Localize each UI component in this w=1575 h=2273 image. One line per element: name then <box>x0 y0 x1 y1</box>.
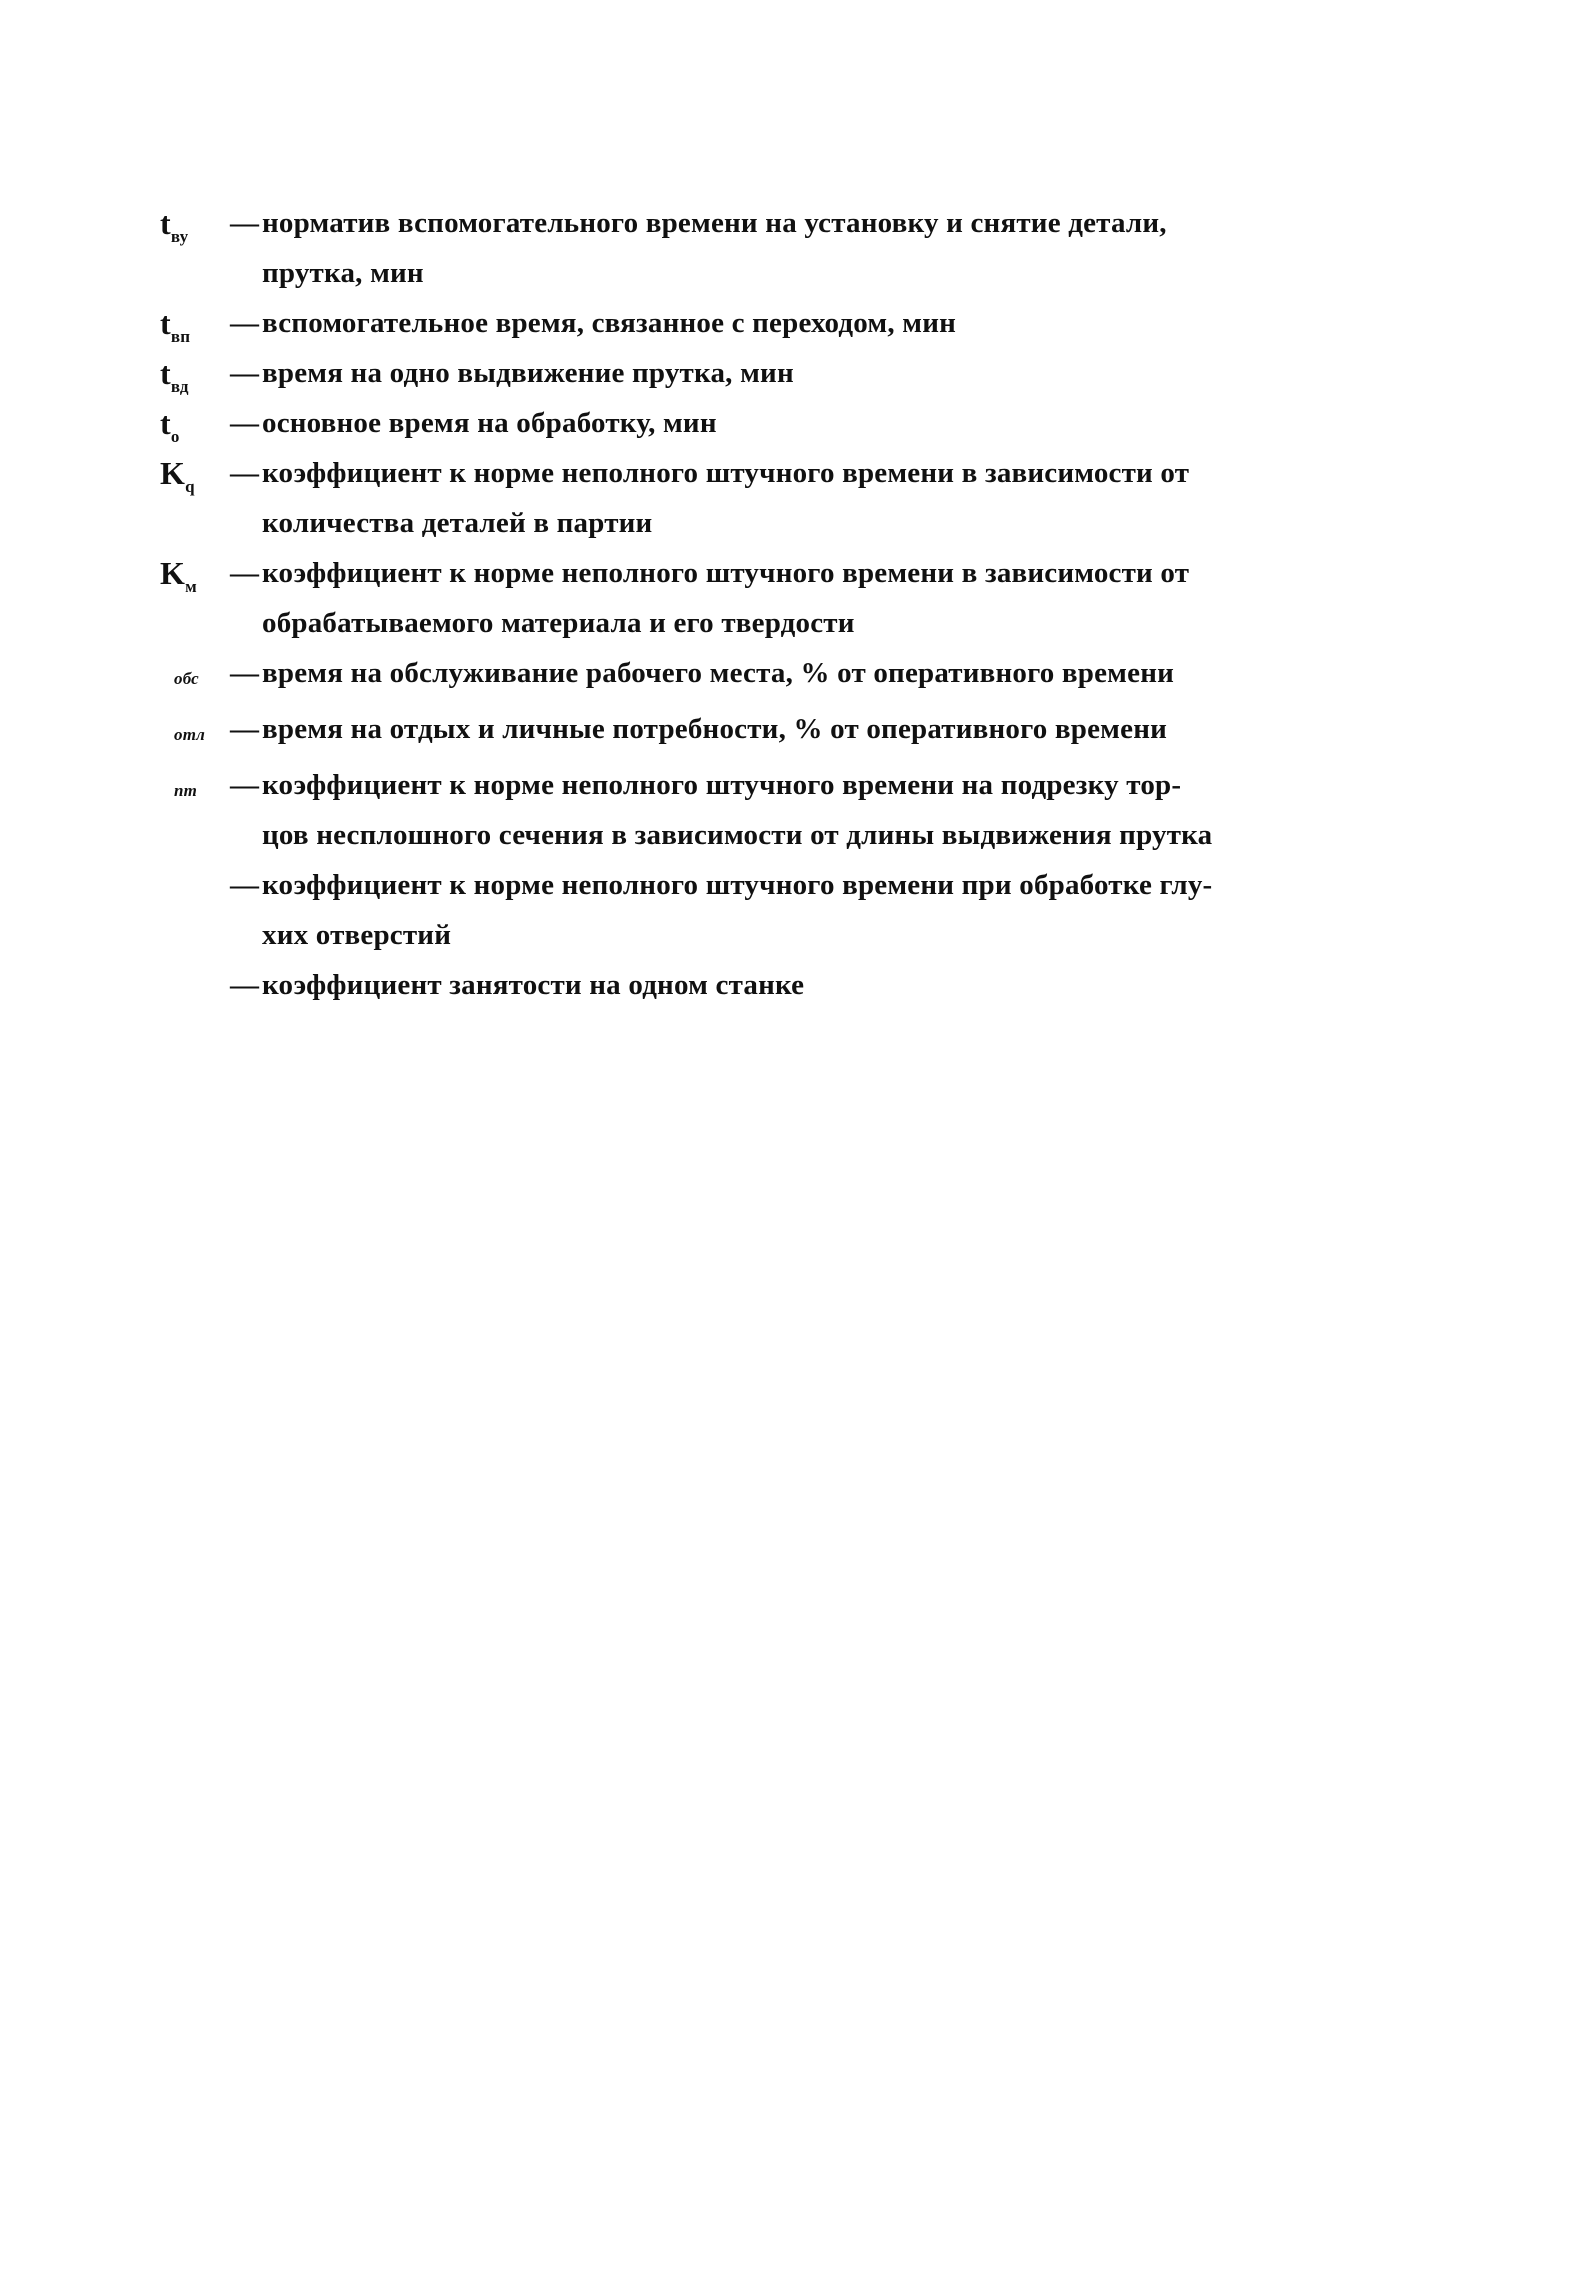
legend-symbol: обс <box>174 669 199 688</box>
legend-dash: — <box>230 557 260 589</box>
legend-description <box>262 704 1390 754</box>
legend-dash: — <box>230 969 260 1001</box>
legend-description-line: обрабатываемого материала и его твердости <box>262 607 855 639</box>
legend-dash: — <box>230 713 260 745</box>
legend-description-line: прутка, мин <box>262 257 424 289</box>
legend-symbol: $t_{вд}$ <box>160 355 189 396</box>
legend-dash: — <box>230 357 260 389</box>
legend-symbol: $t_{вп}$ <box>160 305 191 346</box>
legend-description <box>262 398 1390 448</box>
legend-description <box>262 198 1390 298</box>
legend-entry <box>160 298 1390 348</box>
legend-dash: — <box>230 869 260 901</box>
legend-entry <box>160 398 1390 448</box>
legend-symbol: $K_q$ <box>160 455 195 496</box>
symbol-legend <box>160 198 1390 1010</box>
legend-description-line: коэффициент к норме неполного штучного времени при обработке глу- <box>262 869 1213 901</box>
legend-entry <box>160 704 1390 760</box>
legend-entry <box>160 860 1390 960</box>
legend-description-line: время на обслуживание рабочего места, % от оперативного времени <box>262 657 1175 689</box>
legend-description-line: время на отдых и личные потребности, % от оперативного времени <box>262 713 1168 745</box>
legend-description <box>262 448 1390 548</box>
legend-dash: — <box>230 207 260 239</box>
legend-symbol <box>160 860 230 866</box>
legend-description-line: время на одно выдвижение прутка, мин <box>262 357 794 389</box>
legend-description-line: норматив вспомогательного времени на установку и снятие детали, <box>262 207 1167 239</box>
legend-entry <box>160 760 1390 860</box>
legend-description-line: цов несплошного сечения в зависимости от длины выдвижения прутка <box>262 819 1213 851</box>
legend-symbol: $t_о$ <box>160 405 180 446</box>
legend-entry <box>160 648 1390 704</box>
legend-entry <box>160 960 1390 1010</box>
legend-symbol: отл <box>174 725 206 744</box>
legend-description-line: коэффициент к норме неполного штучного времени на подрезку тор- <box>262 769 1182 801</box>
legend-description <box>262 648 1390 698</box>
legend-entry <box>160 198 1390 298</box>
legend-description <box>262 760 1390 860</box>
legend-description-line: коэффициент занятости на одном станке <box>262 969 805 1001</box>
legend-description <box>262 548 1390 648</box>
legend-symbol: $K_м$ <box>160 555 197 596</box>
legend-description <box>262 960 1390 1010</box>
legend-entry <box>160 448 1390 548</box>
legend-entry <box>160 548 1390 648</box>
legend-description-line: количества деталей в партии <box>262 507 653 539</box>
legend-symbol: пт <box>174 781 198 800</box>
legend-description <box>262 860 1390 960</box>
legend-symbol: $t_{ву}$ <box>160 205 189 246</box>
legend-dash: — <box>230 407 260 439</box>
legend-description <box>262 298 1390 348</box>
legend-entry <box>160 348 1390 398</box>
legend-description-line: коэффициент к норме неполного штучного времени в зависимости от <box>262 557 1190 589</box>
legend-dash: — <box>230 769 260 801</box>
legend-description-line: хих отверстий <box>262 919 452 951</box>
legend-description-line: вспомогательное время, связанное с переходом, мин <box>262 307 957 339</box>
legend-dash: — <box>230 457 260 489</box>
legend-description-line: коэффициент к норме неполного штучного времени в зависимости от <box>262 457 1190 489</box>
legend-description <box>262 348 1390 398</box>
legend-description-line: основное время на обработку, мин <box>262 407 717 439</box>
legend-dash: — <box>230 307 260 339</box>
legend-symbol <box>160 960 230 966</box>
legend-dash: — <box>230 657 260 689</box>
